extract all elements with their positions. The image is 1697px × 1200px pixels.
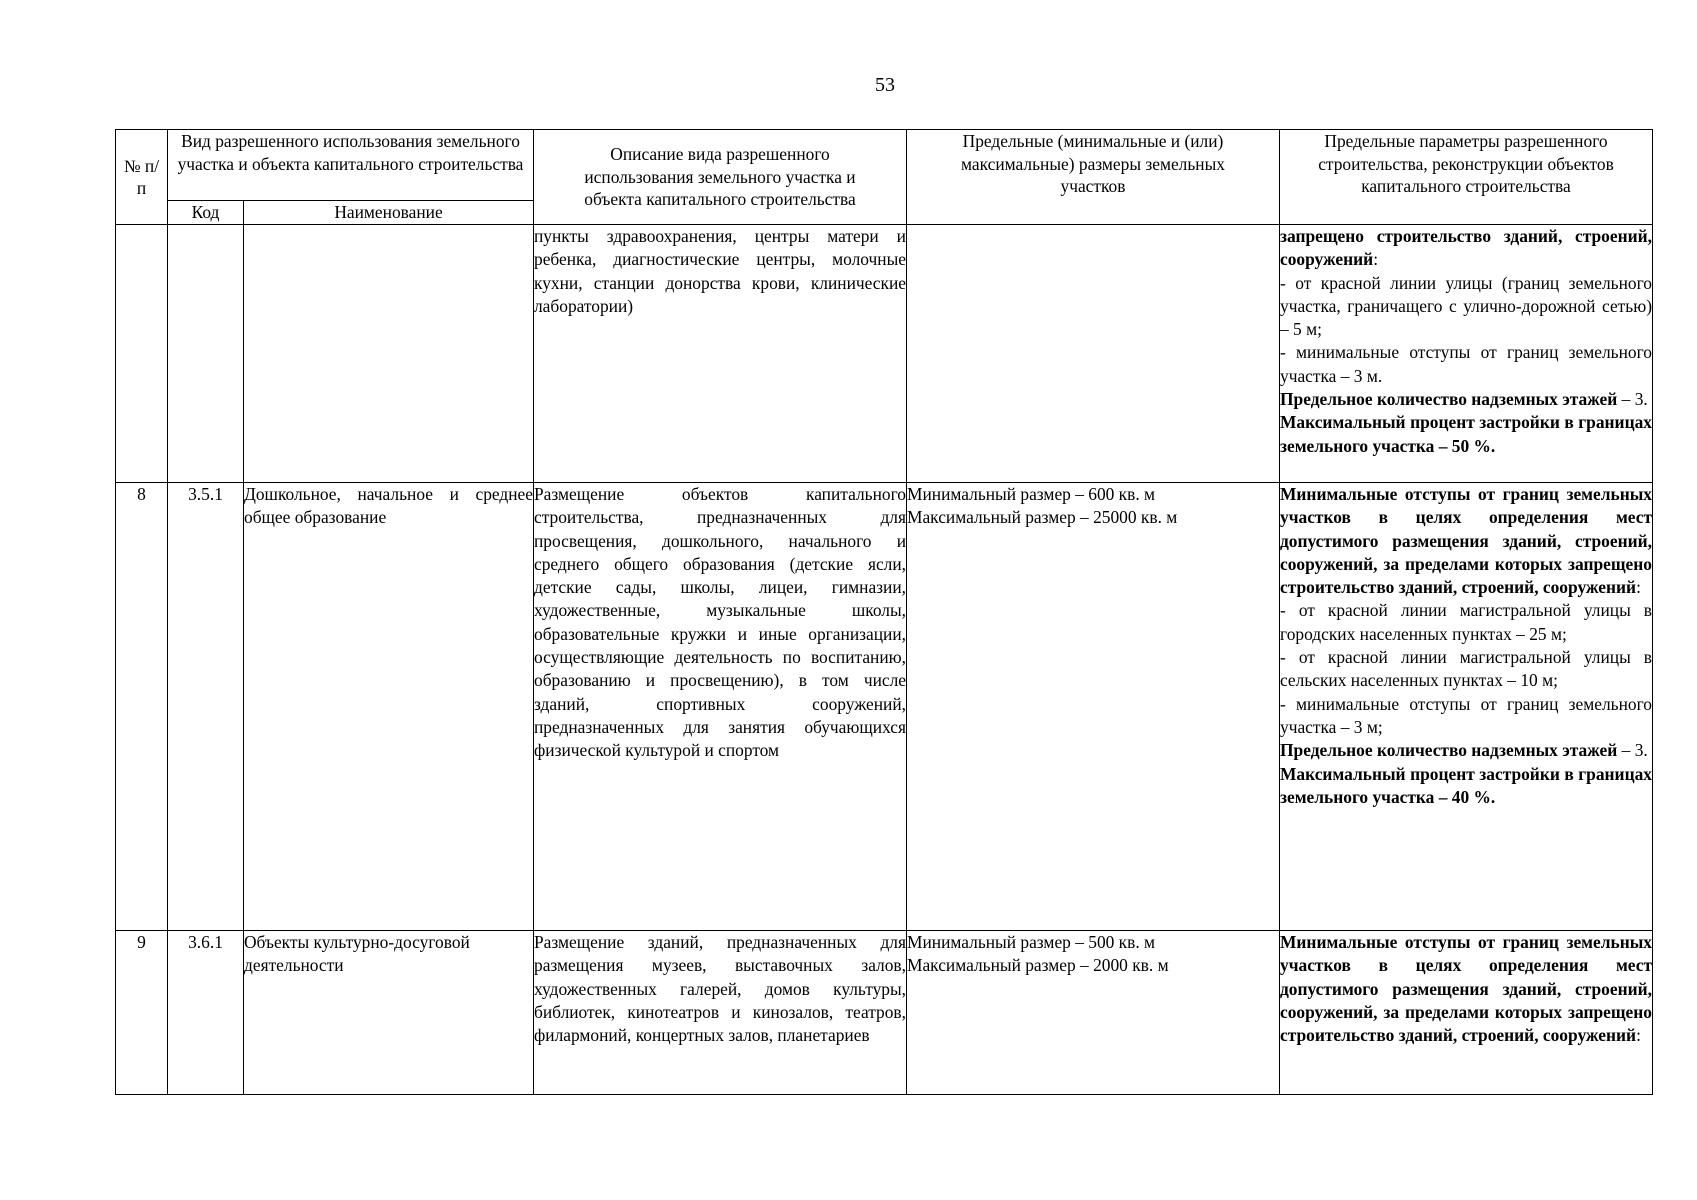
param-bold: Минимальные отступы от границ земельных участков в целях определения мест допустимого размещения зданий, строений, сооружений, за пределами которых запрещено строительство зданий, строений, сооружений (1280, 484, 1652, 598)
param-bold: Минимальные отступы от границ земельных участков в целях определения мест допустимого размещения зданий, строений, сооружений, за пределами которых запрещено строительство зданий, строений, сооружений (1280, 932, 1652, 1046)
max-size: Максимальный размер – 25000 кв. м (907, 507, 1178, 528)
row-params: Минимальные отступы от границ земельных участков в целях определения мест допустимого размещения зданий, строений, сооружений, за пределами которых запрещено строительство зданий, строений, сооружений: (1280, 931, 1653, 1095)
row-sizes (907, 225, 1280, 483)
row-code: 3.6.1 (168, 931, 244, 1095)
row-description: Размещение объектов капитального строительства, предназначенных для просвещения, дошкольного, начального и среднего общего образования (детские ясли, детские сады, школы, лицеи, гимназии, художественные, музыкальные школы, образовательные кружки и иные организации, осуществляющие деятельность по воспитанию, образованию и просвещению), в том числе зданий, спортивных сооружений, предназначенных для занятия обучающихся физической культурой и спортом (534, 483, 907, 931)
header-code: Код (168, 201, 244, 225)
header-num: № п/п (116, 130, 168, 225)
header-group: Вид разрешенного использования земельного участка и объекта капитального строительства (168, 130, 534, 201)
table-row (116, 931, 1653, 1095)
header-params: Предельные параметры разрешенного строительства, реконструкции объектов капитального строительства (1280, 130, 1653, 225)
param-bold: запрещено строительство зданий, строений, сооружений (1280, 226, 1652, 270)
param-bold: Максимальный процент застройки в границах земельного участка (1280, 763, 1652, 807)
row-num (116, 225, 168, 483)
param-text: - минимальные отступы от границ земельного участка – 3 м. (1280, 342, 1652, 386)
max-size: Максимальный размер – 2000 кв. м (907, 955, 1169, 976)
header-description: Описание вида разрешенного использования земельного участка и объекта капитального строительства (534, 130, 907, 225)
param-bold: Предельное количество надземных этажей (1280, 389, 1618, 410)
row-name (244, 225, 534, 483)
row-num: 8 (116, 483, 168, 931)
table-row (116, 483, 1653, 931)
row-description: пункты здравоохранения, центры матери и ребенка, диагностические центры, молочные кухни, станции донорства крови, клинические лаборатории) (534, 225, 907, 483)
land-use-table (115, 129, 1653, 1095)
param-bold: Максимальный процент застройки в границах земельного участка (1280, 412, 1652, 456)
header-sizes: Предельные (минимальные и (или) максимальные) размеры земельных участков (907, 130, 1280, 225)
row-code: 3.5.1 (168, 483, 244, 931)
row-description: Размещение зданий, предназначенных для размещения музеев, выставочных залов, художественных галерей, домов культуры, библиотек, кинотеатров и кинозалов, театров, филармоний, концертных залов, планетариев (534, 931, 907, 1095)
row-params: запрещено строительство зданий, строений, сооружений: - от красной линии улицы (границ земельного участка, граничащего с улично-дорожной сетью) – 5 м; - минимальные отступы от границ земельного участка – 3 м. Предельное количество надземных этажей – 3. Максимальный процент застройки в границах земельного участка – 50 %. (1280, 225, 1653, 483)
table-row (116, 225, 1653, 483)
row-code (168, 225, 244, 483)
param-text: - от красной линии магистральной улицы в городских населенных пунктах – 25 м; (1280, 600, 1652, 644)
min-size: Минимальный размер – 600 кв. м (907, 484, 1156, 504)
page-number: 53 (875, 74, 895, 96)
header-name: Наименование (244, 201, 534, 225)
row-name: Объекты культурно-досуговой деятельности (244, 931, 534, 1095)
row-params: Минимальные отступы от границ земельных участков в целях определения мест допустимого размещения зданий, строений, сооружений, за пределами которых запрещено строительство зданий, строений, сооружений: - от красной линии магистральной улицы в городских населенных пунктах – 25 м; - от красной линии магистральной улицы в сельских населенных пунктах – 10 м; - минимальные отступы от границ земельного участка – 3 м; Предельное количество надземных этажей – 3. Максимальный процент застройки в границах земельного участка – 40 %. (1280, 483, 1653, 931)
param-text: - от красной линии улицы (границ земельного участка, граничащего с улично-дорожной сетью) – 5 м; (1280, 272, 1652, 340)
row-sizes (907, 483, 1280, 931)
row-sizes (907, 931, 1280, 1095)
param-text: - минимальные отступы от границ земельного участка – 3 м; (1280, 693, 1652, 737)
param-bold: Предельное количество надземных этажей (1280, 740, 1618, 761)
row-name: Дошкольное, начальное и среднее общее образование (244, 483, 534, 931)
param-text: - от красной линии магистральной улицы в сельских населенных пунктах – 10 м; (1280, 647, 1652, 691)
min-size: Минимальный размер – 500 кв. м (907, 932, 1156, 952)
row-num: 9 (116, 931, 168, 1095)
